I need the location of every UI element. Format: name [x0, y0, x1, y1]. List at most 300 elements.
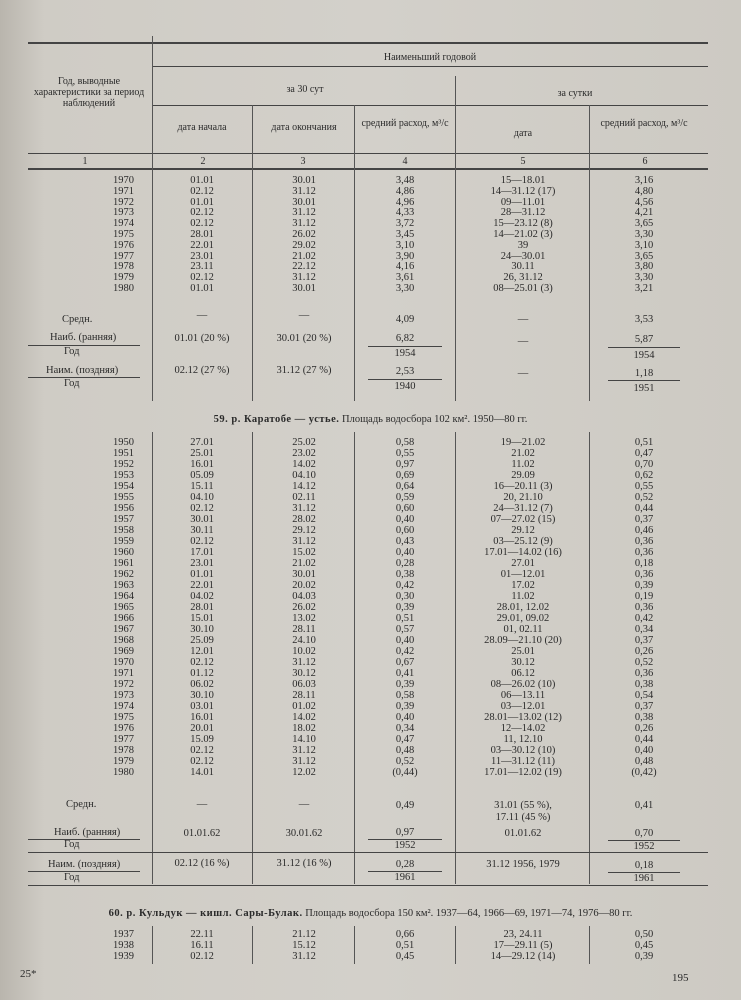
- s59-cell-col4: 0,58: [395, 690, 415, 701]
- s59-row: [0, 569, 741, 580]
- s59-cell-col1: 1958: [113, 525, 134, 536]
- s59-min-c4: 0,28: [395, 859, 415, 870]
- s60-cell-col5: 14—29.12 (14): [490, 950, 556, 962]
- s59-cell-col3: 30.12: [292, 668, 316, 679]
- s59-cell-col4: 0,40: [395, 514, 415, 525]
- s59-cell-col5: 29.01, 09.02: [496, 613, 550, 624]
- s59-cell-col2: 14.01: [190, 767, 214, 778]
- s59-cell-col2: 20.01: [190, 723, 214, 734]
- block1-row: [0, 261, 741, 272]
- s59-minyear-c4: 1961: [394, 872, 416, 883]
- s59-row: [0, 602, 741, 613]
- s59-cell-col5: 17.01—14.02 (16): [484, 547, 562, 558]
- header-col1: Год, выводные характеристики за период наблюдений: [33, 76, 145, 109]
- block1-cell-col5: 39: [517, 239, 529, 251]
- col-num-4: 4: [402, 156, 408, 167]
- block1-maxyear-label: Год: [64, 346, 80, 357]
- s59-cell-col1: 1978: [113, 745, 134, 756]
- s59-cell-col1: 1980: [113, 767, 134, 778]
- s59-cell-col3: 28.11: [292, 690, 316, 701]
- block1-cell-col4: 4,86: [395, 185, 415, 197]
- s59-cell-col5: 11.02: [511, 591, 535, 602]
- block1-mean-c5: —: [517, 314, 529, 325]
- s59-cell-col4: 0,40: [395, 635, 415, 646]
- s59-cell-col5: 12—14.02: [500, 723, 546, 734]
- block1-row: [0, 218, 741, 229]
- block1-cell-col2: 28.01: [190, 229, 214, 240]
- s59-cell-col6: 0,34: [634, 624, 654, 635]
- s59-cell-col2: 16.01: [190, 459, 214, 470]
- s59-cell-col4: 0,97: [395, 459, 415, 470]
- block1-cell-col1: 1975: [113, 229, 134, 240]
- block1-cell-col2: 02.12: [190, 185, 214, 197]
- block1-min-c5: —: [517, 368, 529, 379]
- header-group-day: за сутки: [557, 88, 593, 99]
- s59-cell-col5: 03—12.01: [500, 701, 546, 712]
- s60-row: [0, 929, 741, 940]
- s59-max-c2: 01.01.62: [183, 828, 221, 839]
- s59-mean-c5a: 31.01 (55 %),: [494, 800, 552, 811]
- page-number: 195: [672, 972, 689, 984]
- header-start: дата начала: [177, 122, 227, 133]
- s59-cell-col4: 0,55: [395, 448, 415, 459]
- s59-cell-col1: 1966: [113, 613, 134, 624]
- block1-min-underline: [28, 377, 140, 378]
- block1-cell-col3: 31.12: [292, 272, 316, 284]
- block1-mean-c3: —: [298, 310, 310, 321]
- block1-cell-col1: 1974: [113, 218, 134, 230]
- s60-cell-col1: 1938: [113, 939, 134, 951]
- block1-cell-col5: 09—11.01: [500, 196, 546, 208]
- s59-max-rule: [28, 852, 708, 853]
- block1-cell-col5: 08—25.01 (3): [493, 283, 553, 294]
- s59-cell-col5: 06—13.11: [500, 690, 546, 701]
- s59-cell-col1: 1968: [113, 635, 134, 646]
- block1-cell-col6: 3,16: [634, 175, 654, 186]
- s59-cell-col6: 0,37: [634, 514, 654, 525]
- s59-mean-c5b: 17.11 (45 %): [495, 812, 551, 823]
- s60-cell-col5: 17—29.11 (5): [493, 939, 553, 951]
- s59-cell-col4: 0,40: [395, 712, 415, 723]
- block1-cell-col2: 23.01: [190, 250, 214, 262]
- block1-cell-col2: 01.01: [190, 175, 214, 186]
- s59-row: [0, 492, 741, 503]
- block1-cell-col1: 1976: [113, 239, 134, 251]
- s59-cell-col1: 1977: [113, 734, 134, 745]
- s59-cell-col5: 25.01: [511, 646, 535, 657]
- s59-cell-col6: 0,54: [634, 690, 654, 701]
- s59-row: [0, 448, 741, 459]
- s59-cell-col2: 02.12: [190, 536, 214, 547]
- s59-cell-col2: 30.11: [190, 525, 214, 536]
- s59-cell-col4: 0,64: [395, 481, 415, 492]
- s59-row: [0, 558, 741, 569]
- col-num-3: 3: [300, 156, 306, 167]
- s59-cell-col6: 0,52: [634, 657, 654, 668]
- block1-min-c4: 2,53: [395, 366, 415, 377]
- block1-cell-col6: 3,21: [634, 283, 654, 294]
- block1-mean-c4: 4,09: [395, 314, 415, 325]
- s59-cell-col5: 27.01: [511, 558, 535, 569]
- s59-cell-col2: 15.11: [190, 481, 214, 492]
- s59-row: [0, 591, 741, 602]
- s59-cell-col1: 1953: [113, 470, 134, 481]
- signature-mark: 25*: [20, 968, 37, 980]
- block1-row: [0, 229, 741, 240]
- s60-row: [0, 951, 741, 962]
- s59-row: [0, 668, 741, 679]
- block1-row: [0, 186, 741, 197]
- s59-cell-col6: 0,39: [634, 580, 654, 591]
- s59-row: [0, 756, 741, 767]
- s59-cell-col3: 14.02: [292, 712, 316, 723]
- block1-cell-col5: 15—23.12 (8): [493, 218, 553, 230]
- s59-row: [0, 514, 741, 525]
- s59-cell-col1: 1963: [113, 580, 134, 591]
- block1-cell-col3: 26.02: [292, 229, 316, 240]
- s59-cell-col5: 01—12.01: [500, 569, 546, 580]
- block1-cell-col2: 02.12: [190, 272, 214, 284]
- block1-minyear-c4: 1940: [394, 381, 416, 392]
- s59-cell-col5: 21.02: [511, 448, 535, 459]
- header-end: дата окончания: [271, 122, 337, 133]
- block1-cell-col4: 4,96: [395, 196, 415, 208]
- s59-cell-col3: 30.01: [292, 569, 316, 580]
- block1-cell-col5: 28—31.12: [500, 207, 546, 219]
- block1-row: [0, 240, 741, 251]
- block1-cell-col4: 3,45: [395, 229, 415, 240]
- block1-cell-col4: 3,30: [395, 283, 415, 294]
- s59-cell-col1: 1961: [113, 558, 134, 569]
- s59-cell-col4: 0,39: [395, 602, 415, 613]
- block1-max-c6-line: [608, 347, 680, 348]
- block1-max-c4-line: [368, 346, 442, 347]
- col-num-5: 5: [520, 156, 526, 167]
- s59-row: [0, 701, 741, 712]
- s59-row: [0, 503, 741, 514]
- s59-cell-col6: 0,36: [634, 602, 654, 613]
- block1-cell-col2: 02.12: [190, 207, 214, 219]
- s59-cell-col6: 0,47: [634, 448, 654, 459]
- block1-min-c3: 31.12 (27 %): [276, 365, 332, 376]
- s59-cell-col6: 0,42: [634, 613, 654, 624]
- s59-cell-col1: 1965: [113, 602, 134, 613]
- block1-cell-col5: 24—30.01: [500, 250, 546, 262]
- s59-cell-col6: 0,46: [634, 525, 654, 536]
- header-rule-main: [153, 66, 708, 67]
- s59-row: [0, 536, 741, 547]
- block1-cell-col6: 3,10: [634, 239, 654, 251]
- s59-cell-col3: 29.12: [292, 525, 316, 536]
- s59-cell-col1: 1967: [113, 624, 134, 635]
- block1-cell-col4: 3,10: [395, 239, 415, 251]
- s59-cell-col6: 0,26: [634, 723, 654, 734]
- s59-cell-col2: 25.01: [190, 448, 214, 459]
- s59-cell-col4: 0,39: [395, 701, 415, 712]
- s59-cell-col5: 28.01—13.02 (12): [484, 712, 562, 723]
- block1-cell-col3: 21.02: [292, 250, 316, 262]
- s59-cell-col4: 0,67: [395, 657, 415, 668]
- s59-cell-col3: 31.12: [292, 756, 316, 767]
- s59-cell-col5: 17.02: [511, 580, 535, 591]
- s59-cell-col3: 31.12: [292, 657, 316, 668]
- block1-max-label: Наиб. (ранняя): [50, 332, 117, 343]
- s60-cell-col4: 0,45: [395, 950, 415, 962]
- s59-cell-col4: 0,58: [395, 437, 415, 448]
- s59-cell-col4: 0,48: [395, 745, 415, 756]
- s59-row: [0, 767, 741, 778]
- s59-row: [0, 723, 741, 734]
- s59-max-underline: [28, 839, 140, 840]
- block1-row: [0, 272, 741, 283]
- s59-cell-col6: 0,36: [634, 668, 654, 679]
- s59-min-underline: [28, 871, 140, 872]
- s59-mean-c3: —: [298, 799, 310, 810]
- s59-cell-col6: 0,62: [634, 470, 654, 481]
- block1-max-c5: —: [517, 336, 529, 347]
- top-rule: [28, 42, 708, 44]
- s59-cell-col1: 1957: [113, 514, 134, 525]
- s59-cell-col4: 0,51: [395, 613, 415, 624]
- block1-cell-col1: 1972: [113, 196, 134, 208]
- s59-min-c3: 31.12 (16 %): [276, 858, 332, 869]
- s59-cell-col4: 0,42: [395, 580, 415, 591]
- block1-cell-col6: 4,21: [634, 207, 654, 219]
- block1-minyear-label: Год: [64, 378, 80, 389]
- s59-cell-col6: 0,52: [634, 492, 654, 503]
- s59-cell-col1: 1970: [113, 657, 134, 668]
- s59-cell-col2: 30.10: [190, 690, 214, 701]
- s59-max-c6: 0,70: [634, 828, 654, 839]
- s59-cell-col3: 23.02: [292, 448, 316, 459]
- header-date: дата: [513, 128, 533, 139]
- block1-minyear-c6: 1951: [633, 383, 655, 394]
- s59-cell-col5: 08—26.02 (10): [490, 679, 556, 690]
- block1-cell-col2: 01.01: [190, 196, 214, 208]
- s59-cell-col1: 1964: [113, 591, 134, 602]
- s59-cell-col5: 11, 12.10: [503, 734, 543, 745]
- s59-cell-col5: 11—31.12 (11): [491, 756, 555, 767]
- block1-cell-col1: 1980: [113, 283, 134, 294]
- s59-maxyear-c4: 1952: [394, 840, 416, 851]
- block1-max-c4: 6,82: [395, 333, 415, 344]
- s59-cell-col5: 28.01, 12.02: [496, 602, 550, 613]
- s59-cell-col1: 1973: [113, 690, 134, 701]
- s59-cell-col3: 18.02: [292, 723, 316, 734]
- s59-row: [0, 624, 741, 635]
- s59-row: [0, 734, 741, 745]
- s59-cell-col2: 15.09: [190, 734, 214, 745]
- s59-cell-col6: 0,18: [634, 558, 654, 569]
- s59-max-c4: 0,97: [395, 827, 415, 838]
- block1-cell-col4: 4,33: [395, 207, 415, 219]
- section-59-title: 59. р. Каратобе — устье.: [213, 414, 340, 425]
- s59-cell-col5: 17.01—12.02 (19): [484, 767, 562, 778]
- s59-cell-col5: 16—20.11 (3): [493, 481, 553, 492]
- block1-cell-col2: 23.11: [190, 261, 214, 273]
- block1-min-label: Наим. (поздняя): [46, 365, 119, 376]
- s59-cell-col5: 03—30.12 (10): [490, 745, 556, 756]
- s59-cell-col1: 1955: [113, 492, 134, 503]
- s59-cell-col6: 0,36: [634, 536, 654, 547]
- header-main: Наименьший годовой: [383, 52, 477, 63]
- s59-cell-col3: 06.03: [292, 679, 316, 690]
- s60-cell-col3: 15.12: [292, 939, 316, 951]
- s59-cell-col5: 11.02: [511, 459, 535, 470]
- section-60-subtitle: Площадь водосбора 150 км². 1937—64, 1966—69, 1971—74, 1976—80 гг.: [305, 908, 633, 919]
- block1-min-c2: 02.12 (27 %): [174, 365, 230, 376]
- s59-cell-col2: 02.12: [190, 503, 214, 514]
- s59-row: [0, 459, 741, 470]
- block1-cell-col6: 4,56: [634, 196, 654, 208]
- block1-cell-col1: 1978: [113, 261, 134, 273]
- s59-cell-col6: 0,37: [634, 635, 654, 646]
- s59-minyear-c6: 1961: [633, 873, 655, 884]
- s59-cell-col4: 0,39: [395, 679, 415, 690]
- block1-cell-col3: 22.12: [292, 261, 316, 273]
- block1-cell-col5: 14—31.12 (17): [490, 185, 556, 197]
- block1-cell-col3: 31.12: [292, 207, 316, 219]
- block1-cell-col3: 31.12: [292, 218, 316, 230]
- s59-cell-col6: 0,38: [634, 712, 654, 723]
- s59-cell-col2: 23.01: [190, 558, 214, 569]
- block1-row: [0, 175, 741, 186]
- s59-cell-col1: 1971: [113, 668, 134, 679]
- block1-row: [0, 283, 741, 294]
- block1-cell-col3: 30.01: [292, 283, 316, 294]
- s59-row: [0, 712, 741, 723]
- s59-row: [0, 481, 741, 492]
- block1-min-c6: 1,18: [634, 368, 654, 379]
- s59-min-label: Наим. (поздняя): [48, 859, 121, 870]
- s59-cell-col1: 1956: [113, 503, 134, 514]
- s59-cell-col1: 1979: [113, 756, 134, 767]
- block1-cell-col5: 30.11: [511, 261, 535, 273]
- s59-cell-col1: 1960: [113, 547, 134, 558]
- section-59-heading: [0, 414, 741, 425]
- s59-cell-col6: 0,38: [634, 679, 654, 690]
- s59-cell-col3: 04.10: [292, 470, 316, 481]
- s59-cell-col3: 25.02: [292, 437, 316, 448]
- s59-cell-col3: 24.10: [292, 635, 316, 646]
- s59-cell-col6: 0,36: [634, 547, 654, 558]
- s59-cell-col3: 28.11: [292, 624, 316, 635]
- s59-cell-col2: 30.10: [190, 624, 214, 635]
- s59-cell-col5: 03—25.12 (9): [493, 536, 553, 547]
- s59-cell-col2: 03.01: [190, 701, 214, 712]
- s59-row: [0, 580, 741, 591]
- col-num-6: 6: [642, 156, 648, 167]
- s59-cell-col1: 1959: [113, 536, 134, 547]
- s59-cell-col3: 28.02: [292, 514, 316, 525]
- s60-cell-col6: 0,39: [634, 950, 654, 962]
- s60-row: [0, 940, 741, 951]
- s59-cell-col6: 0,36: [634, 569, 654, 580]
- s59-cell-col4: 0,57: [395, 624, 415, 635]
- block1-cell-col4: 3,90: [395, 250, 415, 262]
- block1-cell-col6: 3,80: [634, 261, 654, 273]
- block1-cell-col6: 4,80: [634, 185, 654, 197]
- s59-cell-col2: 06.02: [190, 679, 214, 690]
- block1-cell-col5: 26, 31.12: [503, 272, 543, 284]
- s59-cell-col2: 05.09: [190, 470, 214, 481]
- s59-cell-col6: 0,70: [634, 459, 654, 470]
- block1-cell-col4: 3,61: [395, 272, 415, 284]
- s59-cell-col4: (0,44): [392, 767, 418, 778]
- s59-cell-col5: 29.12: [511, 525, 535, 536]
- block1-cell-col1: 1979: [113, 272, 134, 284]
- s59-cell-col3: 14.10: [292, 734, 316, 745]
- block1-cell-col3: 29.02: [292, 239, 316, 251]
- s59-cell-col4: 0,30: [395, 591, 415, 602]
- s59-cell-col4: 0,40: [395, 547, 415, 558]
- header-rule-groups: [153, 105, 708, 106]
- s59-cell-col5: 01, 02.11: [503, 624, 543, 635]
- s60-cell-col4: 0,66: [395, 929, 415, 940]
- s59-cell-col6: 0,40: [634, 745, 654, 756]
- s60-cell-col2: 16.11: [190, 939, 214, 951]
- s59-row: [0, 657, 741, 668]
- s59-max-c5: 01.01.62: [504, 828, 542, 839]
- s59-bottom-rule: [28, 885, 708, 886]
- s59-row: [0, 613, 741, 624]
- s59-cell-col1: 1962: [113, 569, 134, 580]
- s59-cell-col6: 0,51: [634, 437, 654, 448]
- s59-cell-col2: 30.01: [190, 514, 214, 525]
- s59-cell-col1: 1974: [113, 701, 134, 712]
- block1-cell-col4: 3,48: [395, 175, 415, 186]
- s59-cell-col6: 0,26: [634, 646, 654, 657]
- block1-maxyear-c4: 1954: [394, 348, 416, 359]
- s59-max-c3: 30.01.62: [285, 828, 323, 839]
- s59-cell-col3: 26.02: [292, 602, 316, 613]
- s59-cell-col3: 12.02: [292, 767, 316, 778]
- s59-cell-col3: 04.03: [292, 591, 316, 602]
- header-group-30: за 30 сут: [286, 84, 324, 95]
- block1-mean-label: Средн.: [62, 314, 93, 325]
- s59-cell-col6: 0,48: [634, 756, 654, 767]
- block1-mean-c2: —: [196, 310, 208, 321]
- s59-cell-col1: 1972: [113, 679, 134, 690]
- s59-cell-col3: 31.12: [292, 536, 316, 547]
- section-60-title: 60. р. Кульдук — кишл. Сары-Булак.: [108, 908, 303, 919]
- s59-cell-col2: 15.01: [190, 613, 214, 624]
- block1-cell-col2: 22.01: [190, 239, 214, 251]
- s59-cell-col3: 20.02: [292, 580, 316, 591]
- header-rule-nums: [28, 168, 708, 170]
- block1-cell-col1: 1970: [113, 175, 134, 186]
- s60-cell-col3: 31.12: [292, 950, 316, 962]
- s59-cell-col3: 14.02: [292, 459, 316, 470]
- block1-max-c6: 5,87: [634, 334, 654, 345]
- s60-cell-col3: 21.12: [292, 929, 316, 940]
- s59-cell-col3: 10.02: [292, 646, 316, 657]
- block1-cell-col6: 3,65: [634, 218, 654, 230]
- s59-cell-col4: 0,34: [395, 723, 415, 734]
- header-avg30: средний расход, м³/с: [361, 118, 449, 129]
- s59-cell-col5: 19—21.02: [500, 437, 546, 448]
- s59-cell-col2: 01.12: [190, 668, 214, 679]
- s59-row: [0, 635, 741, 646]
- s59-cell-col3: 02.11: [292, 492, 316, 503]
- s59-maxyear-c6: 1952: [633, 841, 655, 852]
- s59-mean-label: Средн.: [66, 799, 97, 810]
- block1-cell-col3: 30.01: [292, 175, 316, 186]
- s59-cell-col3: 15.02: [292, 547, 316, 558]
- s59-cell-col6: 0,44: [634, 734, 654, 745]
- s59-cell-col6: 0,44: [634, 503, 654, 514]
- s59-cell-col5: 24—31.12 (7): [493, 503, 553, 514]
